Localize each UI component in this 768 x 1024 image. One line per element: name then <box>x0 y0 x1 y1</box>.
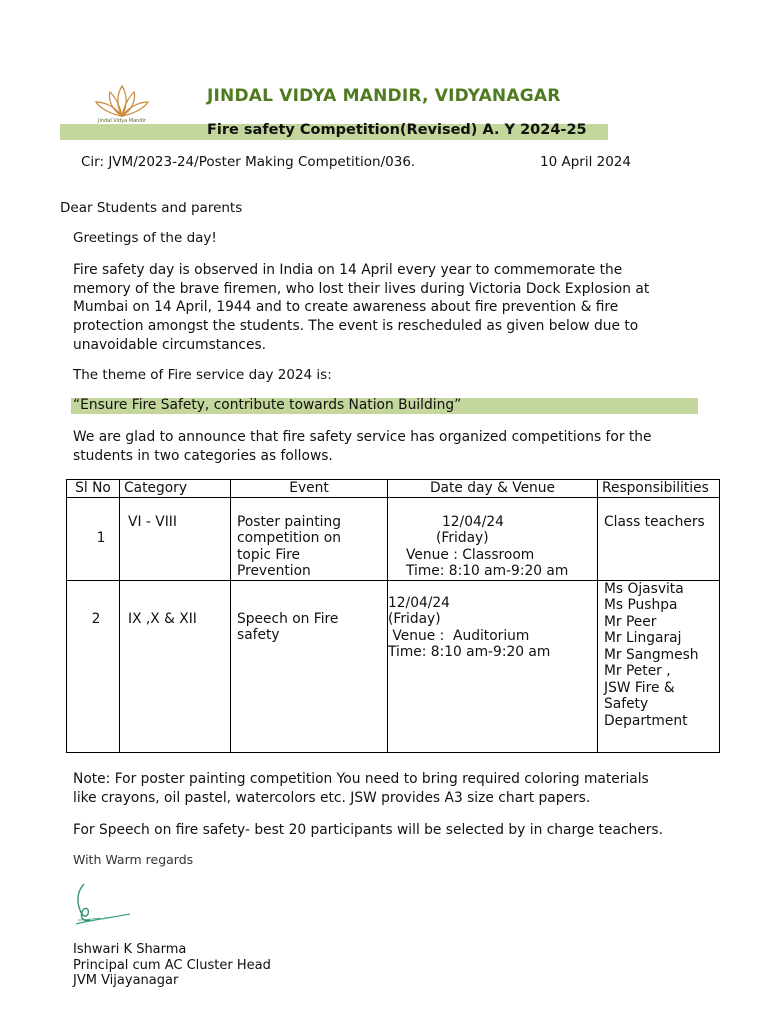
venue-date: 12/04/24 <box>442 513 504 530</box>
signatory-name: Ishwari K Sharma <box>73 942 187 957</box>
responsible-person: Ms Pushpa <box>604 597 678 613</box>
event-line: competition on <box>237 530 341 546</box>
cell-venue <box>388 580 598 752</box>
cell-slno: 1 <box>67 497 120 580</box>
event-line: Prevention <box>237 563 311 579</box>
competition-table <box>66 479 720 753</box>
cell-slno: 2 <box>67 580 120 752</box>
event-line: topic Fire <box>237 546 301 563</box>
greeting: Greetings of the day! <box>73 230 217 246</box>
salutation: Dear Students and parents <box>60 200 243 216</box>
venue-time: Time: 8:10 am-9:20 am <box>406 563 569 579</box>
signatory-organization: JVM Vijayanagar <box>73 973 179 988</box>
cell-venue <box>388 497 598 580</box>
responsible-person: Mr Lingaraj <box>604 630 682 646</box>
signatory-title: Principal cum AC Cluster Head <box>73 957 271 973</box>
responsible-person: Mr Sangmesh <box>604 646 699 663</box>
note-paragraph <box>73 770 713 807</box>
note-line: Note: For poster painting competition You need to bring required coloring materials <box>73 771 649 787</box>
closing-regards: With Warm regards <box>73 852 194 867</box>
header-responsibilities: Responsibilities <box>598 480 720 498</box>
event-line: Poster painting <box>237 513 341 530</box>
intro-line: Fire safety day is observed in India on 14 April every year to commemorate the <box>73 262 623 278</box>
intro-line: memory of the brave firemen, who lost their lives during Victoria Dock Explosion at <box>73 280 650 297</box>
logo-text-name: Jindal Vidya Mandir <box>98 118 146 124</box>
circular-reference: Cir: JVM/2023-24/Poster Making Competition/036. <box>81 154 416 170</box>
intro-line: unavoidable circumstances. <box>73 336 267 353</box>
event-line: Speech on Fire <box>237 610 339 627</box>
header-category: Category <box>120 480 231 498</box>
responsible-person: Ms Ojasvita <box>604 580 684 597</box>
venue-time: Time: 8:10 am-9:20 am <box>388 644 551 660</box>
intro-line: protection amongst the students. The event is rescheduled as given below due to <box>73 318 639 335</box>
cell-category: VI - VIII <box>120 497 231 580</box>
cell-event <box>231 580 388 752</box>
venue-date: 12/04/24 <box>388 594 450 611</box>
theme-text: “Ensure Fire Safety, contribute towards Nation Building” <box>73 397 462 413</box>
header-event: Event <box>231 480 388 498</box>
cell-category: IX ,X & XII <box>120 580 231 752</box>
cell-responsibilities: Class teachers <box>598 497 720 580</box>
table-row <box>67 580 720 752</box>
responsible-person: Mr Peer <box>604 613 657 630</box>
venue-place: Venue : Auditorium <box>388 627 530 644</box>
venue-place: Venue : Classroom <box>406 546 535 563</box>
responsible-person: Safety <box>604 696 649 712</box>
signature-mark <box>70 880 134 930</box>
lotus-icon <box>90 80 154 120</box>
event-line: safety <box>237 627 280 643</box>
signatory-block <box>73 942 271 989</box>
announcement-line: students in two categories as follows. <box>73 447 333 464</box>
cell-responsibilities <box>598 580 720 752</box>
responsible-person: JSW Fire & <box>604 679 675 696</box>
table-row <box>67 497 720 580</box>
note-line: like crayons, oil pastel, watercolors etc. JSW provides A3 size chart papers. <box>73 789 591 806</box>
school-name: JINDAL VIDYA MANDIR, VIDYANAGAR <box>207 86 561 106</box>
intro-paragraph <box>73 261 713 355</box>
signature <box>70 880 134 930</box>
cell-event <box>231 497 388 580</box>
table-header-row <box>67 480 720 498</box>
document-subtitle: Fire safety Competition(Revised) A. Y 2024-25 <box>207 122 587 138</box>
header-slno: Sl No <box>67 480 120 498</box>
announcement-paragraph <box>73 428 713 465</box>
responsible-person: Mr Peter , <box>604 663 671 679</box>
header-venue: Date day & Venue <box>388 480 598 498</box>
intro-line: Mumbai on 14 April, 1944 and to create awareness about fire prevention & fire <box>73 299 619 316</box>
circular-date: 10 April 2024 <box>540 154 631 170</box>
theme-intro: The theme of Fire service day 2024 is: <box>73 367 332 383</box>
responsible-person: Department <box>604 712 688 729</box>
venue-day: (Friday) <box>436 530 489 546</box>
announcement-line: We are glad to announce that fire safety service has organized competitions for the <box>73 429 652 445</box>
speech-note: For Speech on fire safety- best 20 participants will be selected by in charge teachers. <box>73 822 663 838</box>
venue-day: (Friday) <box>388 611 441 627</box>
